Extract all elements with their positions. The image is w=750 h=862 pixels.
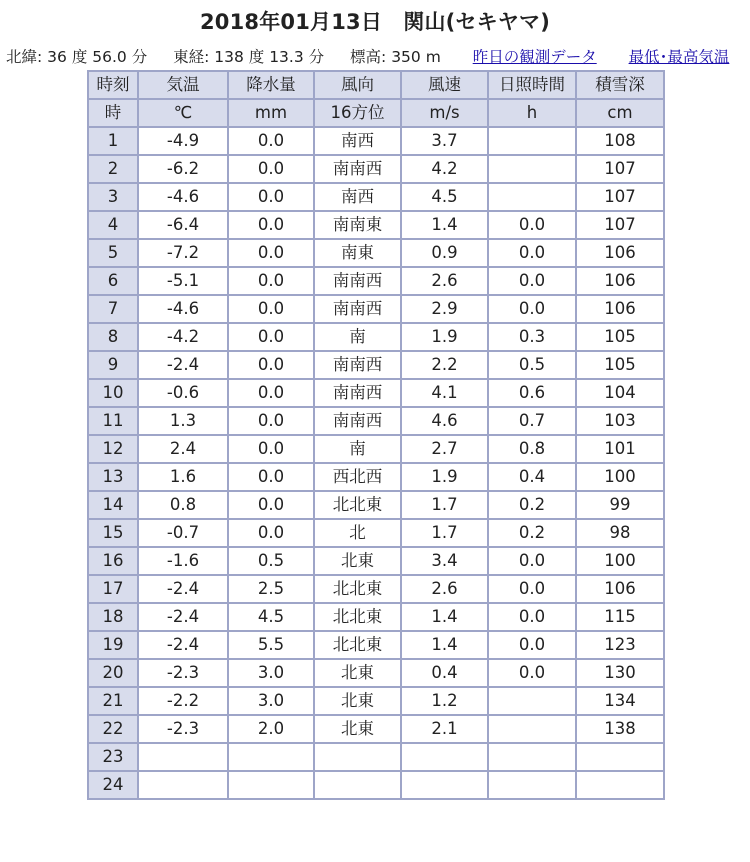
cell-snow-depth: 108 <box>576 127 664 155</box>
cell-wind-speed: 0.9 <box>401 239 488 267</box>
header-precipitation: 降水量 <box>228 71 314 99</box>
cell-wind-speed: 4.1 <box>401 379 488 407</box>
cell-temperature: 1.6 <box>138 463 228 491</box>
cell-snow-depth: 98 <box>576 519 664 547</box>
table-row <box>88 575 664 603</box>
cell-precipitation: 0.0 <box>228 463 314 491</box>
cell-temperature <box>138 771 228 799</box>
longitude-value: 138 度 13.3 分 <box>214 48 325 66</box>
cell-wind-speed: 4.6 <box>401 407 488 435</box>
cell-precipitation: 0.0 <box>228 491 314 519</box>
table-row <box>88 547 664 575</box>
page-title: 2018年01月13日 関山(セキヤマ) <box>199 10 551 34</box>
cell-wind-direction: 南西 <box>314 183 401 211</box>
cell-sunshine: 0.8 <box>488 435 576 463</box>
cell-hour: 10 <box>88 379 138 407</box>
table-row <box>88 239 664 267</box>
header-time: 時刻 <box>88 71 138 99</box>
cell-precipitation: 0.0 <box>228 435 314 463</box>
cell-temperature: -4.6 <box>138 183 228 211</box>
cell-wind-direction: 北北東 <box>314 631 401 659</box>
cell-wind-direction: 南南東 <box>314 211 401 239</box>
cell-sunshine <box>488 715 576 743</box>
table-row <box>88 519 664 547</box>
cell-wind-direction <box>314 771 401 799</box>
cell-hour: 7 <box>88 295 138 323</box>
cell-wind-speed: 3.4 <box>401 547 488 575</box>
cell-hour: 22 <box>88 715 138 743</box>
cell-wind-direction: 西北西 <box>314 463 401 491</box>
yesterday-data-link[interactable]: 昨日の観測データ <box>472 48 597 66</box>
table-row <box>88 183 664 211</box>
cell-wind-direction: 南南西 <box>314 267 401 295</box>
cell-sunshine: 0.5 <box>488 351 576 379</box>
cell-precipitation: 2.0 <box>228 715 314 743</box>
cell-temperature: -5.1 <box>138 267 228 295</box>
table-row <box>88 743 664 771</box>
cell-hour: 24 <box>88 771 138 799</box>
cell-precipitation: 0.0 <box>228 127 314 155</box>
station-info <box>6 45 750 69</box>
cell-wind-speed: 2.1 <box>401 715 488 743</box>
cell-temperature: -2.3 <box>138 659 228 687</box>
cell-precipitation: 0.0 <box>228 379 314 407</box>
cell-temperature: 0.8 <box>138 491 228 519</box>
cell-hour: 17 <box>88 575 138 603</box>
cell-sunshine: 0.0 <box>488 295 576 323</box>
cell-snow-depth <box>576 743 664 771</box>
table-row <box>88 267 664 295</box>
cell-temperature: -2.4 <box>138 603 228 631</box>
cell-temperature: -4.2 <box>138 323 228 351</box>
cell-snow-depth: 101 <box>576 435 664 463</box>
cell-hour: 20 <box>88 659 138 687</box>
table-row <box>88 211 664 239</box>
header-wind-speed: 風速 <box>401 71 488 99</box>
cell-temperature: -2.3 <box>138 715 228 743</box>
cell-precipitation: 4.5 <box>228 603 314 631</box>
cell-precipitation: 0.0 <box>228 211 314 239</box>
table-row <box>88 127 664 155</box>
cell-wind-direction: 北北東 <box>314 603 401 631</box>
cell-wind-direction: 北東 <box>314 547 401 575</box>
table-row <box>88 659 664 687</box>
table-row <box>88 379 664 407</box>
unit-wind-direction: 16方位 <box>314 99 401 127</box>
table-row <box>88 407 664 435</box>
cell-precipitation: 0.0 <box>228 295 314 323</box>
cell-snow-depth: 99 <box>576 491 664 519</box>
cell-snow-depth: 100 <box>576 463 664 491</box>
table-row <box>88 491 664 519</box>
cell-wind-speed: 2.6 <box>401 267 488 295</box>
cell-hour: 12 <box>88 435 138 463</box>
cell-hour: 4 <box>88 211 138 239</box>
table-row <box>88 295 664 323</box>
cell-snow-depth: 123 <box>576 631 664 659</box>
table-row <box>88 687 664 715</box>
cell-sunshine <box>488 183 576 211</box>
cell-precipitation: 0.0 <box>228 183 314 211</box>
cell-sunshine: 0.3 <box>488 323 576 351</box>
cell-precipitation: 0.0 <box>228 155 314 183</box>
cell-wind-speed: 1.4 <box>401 211 488 239</box>
cell-precipitation: 0.0 <box>228 351 314 379</box>
table-row <box>88 603 664 631</box>
cell-wind-direction: 南南西 <box>314 295 401 323</box>
cell-hour: 3 <box>88 183 138 211</box>
cell-sunshine <box>488 155 576 183</box>
cell-precipitation: 0.0 <box>228 267 314 295</box>
cell-wind-direction: 南 <box>314 323 401 351</box>
cell-wind-speed: 1.4 <box>401 631 488 659</box>
cell-snow-depth: 107 <box>576 183 664 211</box>
cell-precipitation: 0.0 <box>228 407 314 435</box>
cell-sunshine: 0.0 <box>488 239 576 267</box>
cell-hour: 16 <box>88 547 138 575</box>
cell-hour: 18 <box>88 603 138 631</box>
cell-wind-speed: 4.2 <box>401 155 488 183</box>
latitude-value: 36 度 56.0 分 <box>47 48 148 66</box>
cell-temperature: -2.4 <box>138 631 228 659</box>
cell-precipitation: 0.0 <box>228 323 314 351</box>
cell-snow-depth: 134 <box>576 687 664 715</box>
cell-hour: 23 <box>88 743 138 771</box>
header-sunshine: 日照時間 <box>488 71 576 99</box>
table-row <box>88 771 664 799</box>
cell-wind-direction <box>314 743 401 771</box>
cell-wind-direction: 南西 <box>314 127 401 155</box>
cell-snow-depth: 105 <box>576 323 664 351</box>
cell-wind-direction: 南 <box>314 435 401 463</box>
cell-wind-speed: 4.5 <box>401 183 488 211</box>
cell-snow-depth: 100 <box>576 547 664 575</box>
cell-precipitation: 3.0 <box>228 687 314 715</box>
table-row <box>88 323 664 351</box>
cell-snow-depth: 103 <box>576 407 664 435</box>
cell-snow-depth: 106 <box>576 575 664 603</box>
cell-temperature: -4.6 <box>138 295 228 323</box>
min-max-temperature-link[interactable]: 最低･最高気温 <box>628 48 730 66</box>
elevation-value: 350 m <box>391 48 441 66</box>
cell-hour: 5 <box>88 239 138 267</box>
cell-wind-speed: 0.4 <box>401 659 488 687</box>
cell-sunshine: 0.2 <box>488 491 576 519</box>
cell-precipitation: 3.0 <box>228 659 314 687</box>
unit-precipitation: mm <box>228 99 314 127</box>
cell-temperature: 1.3 <box>138 407 228 435</box>
cell-hour: 11 <box>88 407 138 435</box>
cell-temperature: -2.4 <box>138 575 228 603</box>
cell-temperature: -6.2 <box>138 155 228 183</box>
header-wind-direction: 風向 <box>314 71 401 99</box>
unit-snow-depth: cm <box>576 99 664 127</box>
cell-wind-direction: 北東 <box>314 715 401 743</box>
header-row <box>88 71 664 99</box>
table-row <box>88 155 664 183</box>
cell-hour: 15 <box>88 519 138 547</box>
latitude-label: 北緯: <box>6 48 43 66</box>
cell-temperature: 2.4 <box>138 435 228 463</box>
cell-wind-speed: 1.2 <box>401 687 488 715</box>
cell-precipitation: 0.0 <box>228 519 314 547</box>
cell-temperature: -0.6 <box>138 379 228 407</box>
cell-wind-direction: 南南西 <box>314 407 401 435</box>
cell-precipitation: 5.5 <box>228 631 314 659</box>
cell-temperature: -2.4 <box>138 351 228 379</box>
cell-wind-speed <box>401 743 488 771</box>
cell-hour: 9 <box>88 351 138 379</box>
cell-sunshine <box>488 687 576 715</box>
hourly-observation-table <box>87 70 665 800</box>
cell-wind-direction: 北東 <box>314 687 401 715</box>
cell-hour: 14 <box>88 491 138 519</box>
cell-sunshine: 0.0 <box>488 211 576 239</box>
cell-wind-speed <box>401 771 488 799</box>
cell-precipitation: 0.0 <box>228 239 314 267</box>
cell-snow-depth: 106 <box>576 239 664 267</box>
cell-wind-direction: 北北東 <box>314 575 401 603</box>
cell-snow-depth: 105 <box>576 351 664 379</box>
cell-temperature <box>138 743 228 771</box>
cell-temperature: -2.2 <box>138 687 228 715</box>
cell-snow-depth: 107 <box>576 211 664 239</box>
cell-wind-direction: 南東 <box>314 239 401 267</box>
cell-snow-depth: 106 <box>576 267 664 295</box>
cell-sunshine: 0.0 <box>488 659 576 687</box>
cell-snow-depth: 130 <box>576 659 664 687</box>
cell-snow-depth: 106 <box>576 295 664 323</box>
cell-sunshine: 0.0 <box>488 603 576 631</box>
cell-sunshine <box>488 127 576 155</box>
cell-wind-speed: 2.9 <box>401 295 488 323</box>
cell-wind-direction: 南南西 <box>314 155 401 183</box>
cell-snow-depth: 115 <box>576 603 664 631</box>
cell-hour: 13 <box>88 463 138 491</box>
table-row <box>88 631 664 659</box>
cell-sunshine: 0.6 <box>488 379 576 407</box>
cell-hour: 21 <box>88 687 138 715</box>
table-row <box>88 351 664 379</box>
table-row <box>88 435 664 463</box>
cell-sunshine: 0.4 <box>488 463 576 491</box>
cell-wind-speed: 2.6 <box>401 575 488 603</box>
cell-temperature: -0.7 <box>138 519 228 547</box>
cell-hour: 1 <box>88 127 138 155</box>
cell-wind-speed: 2.7 <box>401 435 488 463</box>
cell-snow-depth: 107 <box>576 155 664 183</box>
header-temperature: 気温 <box>138 71 228 99</box>
table-row <box>88 715 664 743</box>
cell-hour: 8 <box>88 323 138 351</box>
cell-sunshine: 0.7 <box>488 407 576 435</box>
header-snow-depth: 積雪深 <box>576 71 664 99</box>
cell-temperature: -6.4 <box>138 211 228 239</box>
cell-wind-speed: 1.7 <box>401 519 488 547</box>
cell-sunshine <box>488 771 576 799</box>
table-row <box>88 463 664 491</box>
cell-snow-depth: 138 <box>576 715 664 743</box>
cell-snow-depth <box>576 771 664 799</box>
cell-precipitation <box>228 743 314 771</box>
unit-row <box>88 99 664 127</box>
cell-wind-speed: 3.7 <box>401 127 488 155</box>
cell-sunshine: 0.0 <box>488 267 576 295</box>
cell-sunshine <box>488 743 576 771</box>
cell-temperature: -1.6 <box>138 547 228 575</box>
cell-sunshine: 0.0 <box>488 575 576 603</box>
cell-precipitation: 0.5 <box>228 547 314 575</box>
cell-wind-direction: 北東 <box>314 659 401 687</box>
cell-wind-speed: 1.9 <box>401 323 488 351</box>
cell-wind-speed: 2.2 <box>401 351 488 379</box>
table-body <box>88 127 664 799</box>
cell-precipitation: 2.5 <box>228 575 314 603</box>
unit-temperature: ℃ <box>138 99 228 127</box>
cell-temperature: -7.2 <box>138 239 228 267</box>
unit-time: 時 <box>88 99 138 127</box>
cell-snow-depth: 104 <box>576 379 664 407</box>
cell-hour: 2 <box>88 155 138 183</box>
cell-wind-speed: 1.9 <box>401 463 488 491</box>
cell-precipitation <box>228 771 314 799</box>
cell-wind-direction: 南南西 <box>314 379 401 407</box>
longitude-label: 東経: <box>173 48 210 66</box>
cell-sunshine: 0.2 <box>488 519 576 547</box>
cell-sunshine: 0.0 <box>488 631 576 659</box>
cell-wind-speed: 1.4 <box>401 603 488 631</box>
unit-wind-speed: m/s <box>401 99 488 127</box>
cell-hour: 19 <box>88 631 138 659</box>
elevation-label: 標高: <box>350 48 387 66</box>
cell-temperature: -4.9 <box>138 127 228 155</box>
cell-hour: 6 <box>88 267 138 295</box>
unit-sunshine: h <box>488 99 576 127</box>
cell-wind-direction: 南南西 <box>314 351 401 379</box>
cell-wind-direction: 北 <box>314 519 401 547</box>
cell-wind-direction: 北北東 <box>314 491 401 519</box>
cell-sunshine: 0.0 <box>488 547 576 575</box>
cell-wind-speed: 1.7 <box>401 491 488 519</box>
